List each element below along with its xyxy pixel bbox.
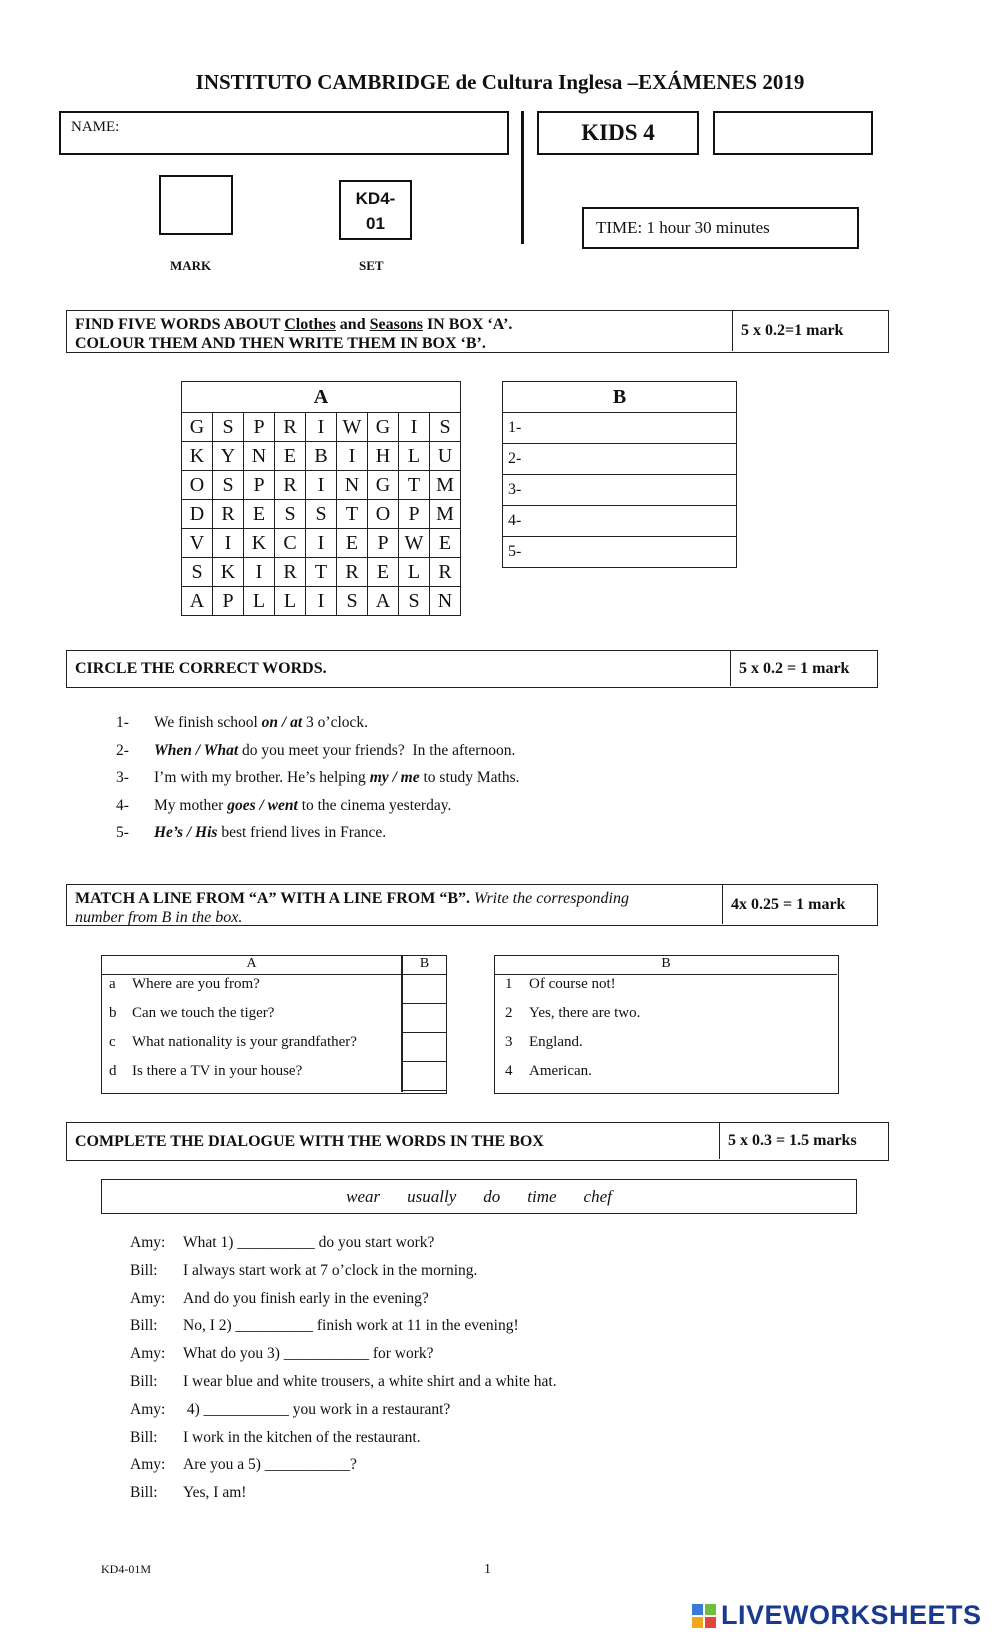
grid-cell[interactable]: P [244,413,275,442]
match-b-number: 2 [505,1005,513,1021]
match-answer-box[interactable] [403,975,446,1004]
word-bank-word: usually [407,1186,457,1206]
grid-cell[interactable]: N [430,587,461,616]
dialogue-speaker: Amy: [130,1456,166,1474]
circle-item [116,742,515,760]
match-b-text: Yes, there are two. [529,1005,641,1021]
grid-cell[interactable]: P [213,587,244,616]
dialogue-speaker: Amy: [130,1289,166,1307]
section1-heading-seasons: Seasons [369,316,423,333]
match-column-b [494,955,839,1094]
level-box: KIDS 4 [537,111,699,155]
box-a-label: A [182,382,461,413]
match-b-row [495,1062,837,1091]
section1-header [66,310,889,353]
dialogue-text[interactable]: What 1) __________ do you start work? [183,1234,435,1251]
grid-cell[interactable]: Y [213,442,244,471]
grid-cell[interactable]: G [368,471,399,500]
section1-heading-end: IN BOX ‘A’. [422,316,513,333]
grid-cell[interactable]: I [306,471,337,500]
answer-field[interactable]: 5- [503,537,737,568]
section4-marks: 5 x 0.3 = 1.5 marks [719,1123,888,1159]
grid-cell[interactable]: E [275,442,306,471]
grid-cell[interactable]: L [399,442,430,471]
grid-cell[interactable]: O [182,471,213,500]
dialogue-speaker: Bill: [130,1373,158,1390]
page-title: INSTITUTO CAMBRIDGE de Cultura Inglesa –EXÁMENES 2019 [195,70,805,94]
grid-cell[interactable]: S [213,413,244,442]
match-answer-box[interactable] [403,1033,446,1062]
dialogue-speaker: Amy: [130,1400,166,1418]
set-code-line2: 01 [366,214,385,233]
section1-instructions [67,311,732,351]
grid-cell[interactable]: H [368,442,399,471]
circle-item [116,824,386,842]
grid-cell[interactable]: L [275,587,306,616]
grid-cell[interactable]: S [399,587,430,616]
grid-row [182,442,461,471]
dialogue-speaker: Amy: [130,1234,166,1251]
dialogue-line [130,1401,450,1419]
answer-field[interactable]: 4- [503,506,737,537]
set-code-box [339,180,412,240]
circle-item-choice[interactable]: When / What [154,741,239,759]
grid-cell[interactable]: R [337,558,368,587]
dialogue-text[interactable]: What do you 3) ___________ for work? [183,1345,434,1363]
circle-item-choice[interactable]: He’s / His [154,824,218,841]
dialogue-speaker: Bill: [130,1261,158,1279]
match-b-row [495,1033,837,1062]
grid-row [182,413,461,442]
grid-cell[interactable]: S [430,413,461,442]
section4-instructions: COMPLETE THE DIALOGUE WITH THE WORDS IN THE BOX [75,1133,544,1150]
set-code-line1: KD4- [355,189,396,208]
section3-instructions [67,885,722,931]
grid-cell[interactable]: K [182,442,213,471]
answer-row [503,506,737,537]
grid-cell[interactable]: W [337,413,368,442]
circle-item [116,797,451,815]
answer-field[interactable]: 3- [503,475,737,506]
score-box[interactable] [713,111,873,155]
grid-cell[interactable]: D [182,500,213,529]
grid-cell[interactable]: G [368,413,399,442]
grid-row [182,587,461,616]
dialogue-speaker: Bill: [130,1428,158,1446]
grid-cell[interactable]: P [244,471,275,500]
page-number: 1 [484,1562,491,1577]
circle-item-text-before: My mother [154,796,228,814]
grid-cell[interactable]: C [275,529,306,558]
grid-cell[interactable]: M [430,471,461,500]
circle-item-text-before: I’m with my brother. He’s helping [154,769,370,786]
match-b-row [495,975,837,1004]
word-bank-word: chef [583,1186,612,1206]
grid-cell[interactable]: I [306,529,337,558]
match-b-text: Of course not! [529,976,616,992]
dialogue-text[interactable]: Are you a 5) ___________? [183,1456,357,1474]
dialogue-line [130,1262,477,1280]
match-b-number: 4 [505,1063,513,1079]
grid-row [182,500,461,529]
grid-cell[interactable]: B [306,442,337,471]
answer-table [502,381,737,568]
answer-row [503,444,737,475]
liveworksheets-logo [691,1600,982,1631]
circle-item-number: 4- [116,796,129,814]
circle-item-text-after: do you meet your friends? In the afternoon. [238,741,516,759]
mark-box[interactable] [159,175,233,235]
grid-cell[interactable]: S [306,500,337,529]
header-divider [521,111,524,244]
match-a-row [102,1033,446,1062]
grid-cell[interactable]: I [337,442,368,471]
dialogue-line [130,1317,519,1335]
dialogue-text[interactable]: And do you finish early in the evening? [183,1289,429,1307]
grid-cell[interactable]: T [306,558,337,587]
grid-cell[interactable]: E [244,500,275,529]
word-search-grid [181,381,461,616]
match-a-row [102,1062,446,1091]
circle-item [116,769,520,787]
circle-item-number: 3- [116,769,129,786]
word-bank [101,1179,857,1214]
section3-header [66,884,878,926]
grid-cell[interactable]: E [368,558,399,587]
section3-marks: 4x 0.25 = 1 mark [722,885,877,924]
answer-box-b [502,381,737,568]
grid-cell[interactable]: I [306,587,337,616]
grid-cell[interactable]: K [244,529,275,558]
box-b-label: B [503,382,737,413]
match-a-letter: c [109,1034,116,1050]
name-label: NAME: [71,119,120,135]
word-bank-word: do [483,1186,501,1206]
grid-cell[interactable]: O [368,500,399,529]
section2-header [66,650,878,688]
dialogue-text[interactable]: I work in the kitchen of the restaurant. [183,1428,421,1446]
word-bank-word: time [527,1186,557,1206]
section3-heading-bold: MATCH A LINE FROM “A” WITH A LINE FROM “B”. [75,890,470,907]
grid-cell[interactable]: R [275,558,306,587]
circle-item-text-after: best friend lives in France. [217,824,387,841]
grid-cell[interactable]: R [213,500,244,529]
answer-row [503,413,737,444]
match-a-letter: a [109,976,116,992]
circle-item-choice[interactable]: my / me [369,769,420,786]
match-a-text: Where are you from? [132,976,260,992]
circle-item-choice[interactable]: goes / went [227,796,298,814]
word-bank-word: wear [346,1186,381,1206]
dialogue-speaker: Bill: [130,1484,158,1502]
grid-row [182,471,461,500]
match-b-text: American. [529,1063,592,1079]
grid-cell[interactable]: I [306,413,337,442]
answer-row [503,537,737,568]
match-b-text: England. [529,1034,583,1050]
grid-cell[interactable]: T [337,500,368,529]
mark-label: MARK [170,258,212,273]
grid-cell[interactable]: R [430,558,461,587]
name-box[interactable] [59,111,509,155]
grid-cell[interactable]: S [213,471,244,500]
set-label: SET [359,258,384,273]
time-box: TIME: 1 hour 30 minutes [582,207,859,249]
grid-row [182,529,461,558]
dialogue-text[interactable]: I always start work at 7 o’clock in the morning. [183,1261,478,1279]
grid-cell[interactable]: E [430,529,461,558]
grid-cell[interactable]: A [182,587,213,616]
grid-cell[interactable]: S [337,587,368,616]
section3-heading-italic2: number from B in the box. [75,909,243,926]
grid-cell[interactable]: S [182,558,213,587]
grid-cell[interactable]: G [182,413,213,442]
dialogue-line [130,1345,434,1363]
answer-row [503,475,737,506]
match-a-label: A [102,956,401,975]
grid-cell[interactable]: V [182,529,213,558]
grid-cell[interactable]: U [430,442,461,471]
match-a-text: What nationality is your grandfather? [132,1034,357,1050]
grid-cell[interactable]: I [213,529,244,558]
circle-item-text-after: to study Maths. [419,769,520,786]
section1-heading-and: and [335,316,370,333]
circle-item-text-after: 3 o’clock. [302,714,369,731]
circle-item-number: 1- [116,714,129,731]
grid-cell[interactable]: N [244,442,275,471]
match-answer-box[interactable] [403,1062,446,1091]
match-a-text: Can we touch the tiger? [132,1005,275,1021]
match-b-row [495,1004,837,1033]
match-a-letter: d [109,1063,117,1079]
match-b-answer-label: B [403,956,446,975]
dialogue-text[interactable]: Yes, I am! [183,1484,247,1502]
grid-cell[interactable]: T [399,471,430,500]
grid-cell[interactable]: W [399,529,430,558]
grid-cell[interactable]: N [337,471,368,500]
circle-words-list [116,714,716,854]
dialogue-speaker: Amy: [130,1345,166,1363]
match-a-row [102,975,446,1004]
dialogue-line [130,1234,434,1252]
circle-item-choice[interactable]: on / at [261,714,303,731]
section4-header [66,1122,889,1161]
dialogue-line [130,1484,246,1502]
dialogue-line [130,1290,429,1308]
section1-heading-text: FIND FIVE WORDS ABOUT [75,316,285,333]
liveworksheets-logo-icon [691,1603,717,1629]
grid-cell[interactable]: I [244,558,275,587]
section3-heading-italic: Write the corresponding [470,890,629,907]
grid-cell[interactable]: P [368,529,399,558]
section2-instructions: CIRCLE THE CORRECT WORDS. [75,660,327,677]
dialogue-text[interactable]: No, I 2) __________ finish work at 11 in the evening! [183,1317,519,1335]
grid-cell[interactable]: L [399,558,430,587]
dialogue-line [130,1373,557,1391]
grid-cell[interactable]: L [244,587,275,616]
match-b-label: B [495,956,837,975]
match-b-rows [495,975,837,1092]
grid-cell[interactable]: S [275,500,306,529]
match-answer-box[interactable] [403,1004,446,1033]
grid-cell[interactable]: R [275,471,306,500]
match-b-number: 1 [505,976,513,992]
circle-item-number: 2- [116,741,129,759]
grid-cell[interactable]: E [337,529,368,558]
grid-cell[interactable]: I [399,413,430,442]
match-a-text: Is there a TV in your house? [132,1063,303,1079]
footer-code: KD4-01M [101,1562,151,1576]
dialogue-line [130,1429,421,1447]
circle-item-number: 5- [116,824,129,841]
section1-heading-clothes: Clothes [284,316,336,333]
circle-item-text-before: We finish school [154,714,262,731]
section1-marks: 5 x 0.2=1 mark [732,311,888,351]
section1-heading-line2: COLOUR THEM AND THEN WRITE THEM IN BOX ‘B’. [75,335,486,352]
grid-cell[interactable]: M [430,500,461,529]
match-column-a [101,955,447,1094]
match-b-number: 3 [505,1034,513,1050]
grid-cell[interactable]: R [275,413,306,442]
dialogue [130,1234,830,1514]
circle-item [116,714,368,732]
grid-cell[interactable]: A [368,587,399,616]
answer-field[interactable]: 1- [503,413,737,444]
liveworksheets-brand: LIVEWORKSHEETS [721,1600,982,1630]
dialogue-text[interactable]: I wear blue and white trousers, a white shirt and a white hat. [183,1373,557,1390]
dialogue-text[interactable]: 4) ___________ you work in a restaurant? [183,1400,451,1418]
grid-cell[interactable]: P [399,500,430,529]
match-a-row [102,1004,446,1033]
answer-field[interactable]: 2- [503,444,737,475]
match-a-rows [102,975,446,1092]
grid-cell[interactable]: K [213,558,244,587]
dialogue-line [130,1456,357,1474]
grid-row [182,558,461,587]
circle-item-text-after: to the cinema yesterday. [297,796,452,814]
dialogue-speaker: Bill: [130,1317,158,1335]
word-search-box [181,381,461,616]
match-a-letter: b [109,1005,117,1021]
section2-marks: 5 x 0.2 = 1 mark [730,651,877,686]
